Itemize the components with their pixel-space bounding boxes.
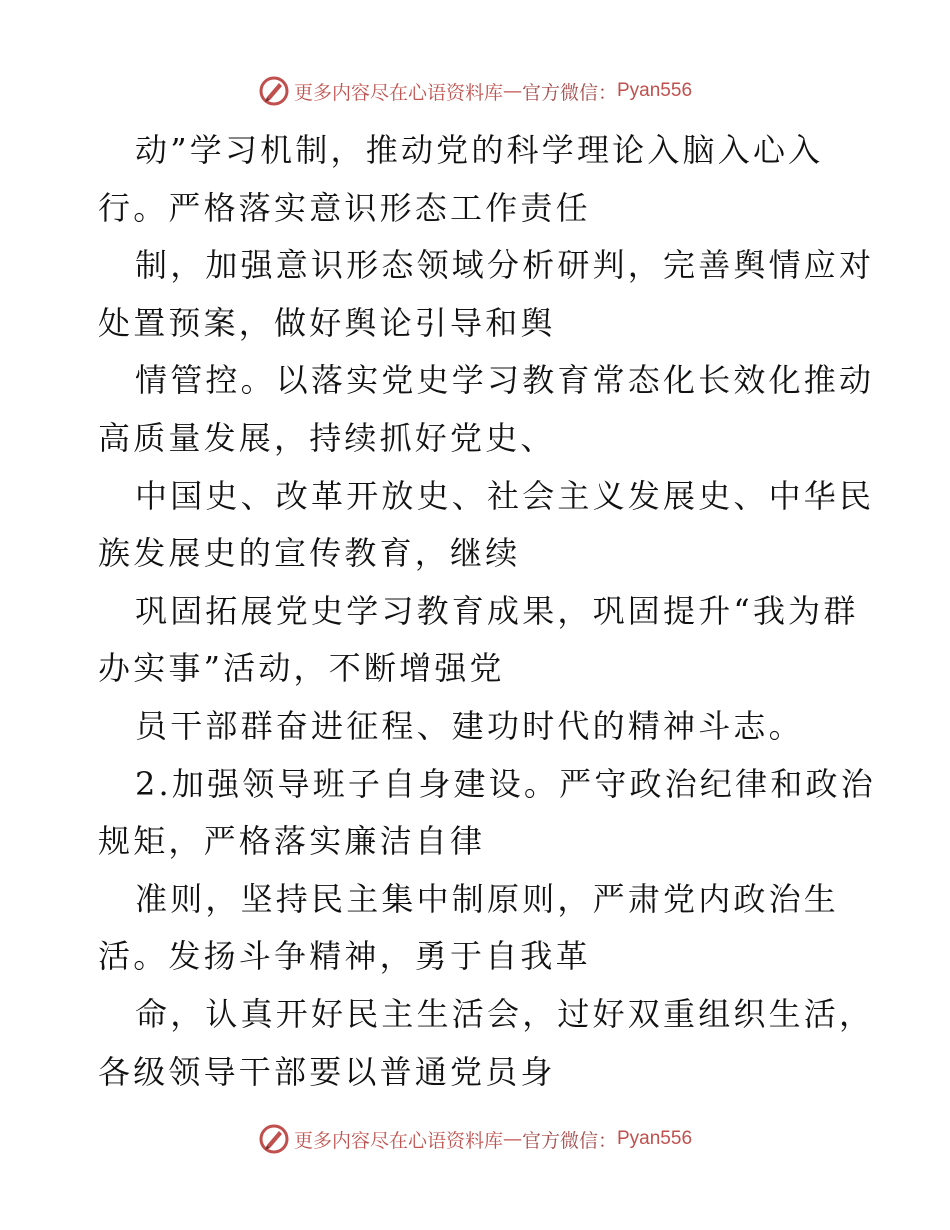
text-line: 动”学习机制，推动党的科学理论入脑入心入 [135, 131, 824, 169]
header-account-id: Pyan556 [617, 80, 693, 101]
text-line: 员干部群奋进征程、建功时代的精神斗志。 [135, 706, 804, 745]
text-line: 各级领导干部要以普通党员身 [98, 1052, 556, 1091]
text-line: 情管控。以落实党史学习教育常态化长效化推动 [135, 361, 875, 400]
header-site-text: 更多内容尽在心语资料库 [293, 81, 503, 104]
text-line: 处置预案，做好舆论引导和舆 [98, 303, 556, 342]
text-line: 办实事”活动，不断增强党 [98, 649, 505, 688]
header-dash: — [502, 80, 522, 102]
footer-account-id: Pyan556 [617, 1128, 693, 1149]
footer-watermark-banner [0, 1119, 950, 1159]
footer-dash: — [502, 1128, 522, 1150]
text-line: 2.加强领导班子自身建设。严守政治纪律和政治 [135, 764, 876, 803]
footer-site-text: 更多内容尽在心语资料库 [293, 1129, 503, 1152]
text-line: 规矩，严格落实廉洁自律 [98, 822, 486, 861]
text-line: 巩固拓展党史学习教育成果，巩固提升“我为群 [135, 591, 859, 630]
text-line: 制，加强意识形态领域分析研判，完善舆情应对 [135, 246, 875, 285]
text-line: 族发展史的宣传教育，继续 [98, 534, 521, 573]
text-line: 准则，坚持民主集中制原则，严肃党内政治生 [135, 879, 840, 918]
footer-wechat-label: 官方微信： [521, 1129, 617, 1152]
header-watermark-banner [0, 71, 950, 111]
text-line: 中国史、改革开放史、社会主义发展史、中华民 [135, 476, 875, 515]
text-line: 活。发扬斗争精神，勇于自我革 [98, 937, 591, 976]
body-text [98, 122, 876, 1101]
pen-logo-icon [258, 1123, 290, 1155]
pen-logo-icon [258, 75, 290, 107]
header-wechat-label: 官方微信： [521, 81, 617, 104]
text-line: 高质量发展，持续抓好党史、 [98, 418, 556, 457]
text-line: 行。严格落实意识形态工作责任 [98, 188, 591, 227]
text-line: 命，认真开好民主生活会，过好双重组织生活， [135, 994, 875, 1033]
